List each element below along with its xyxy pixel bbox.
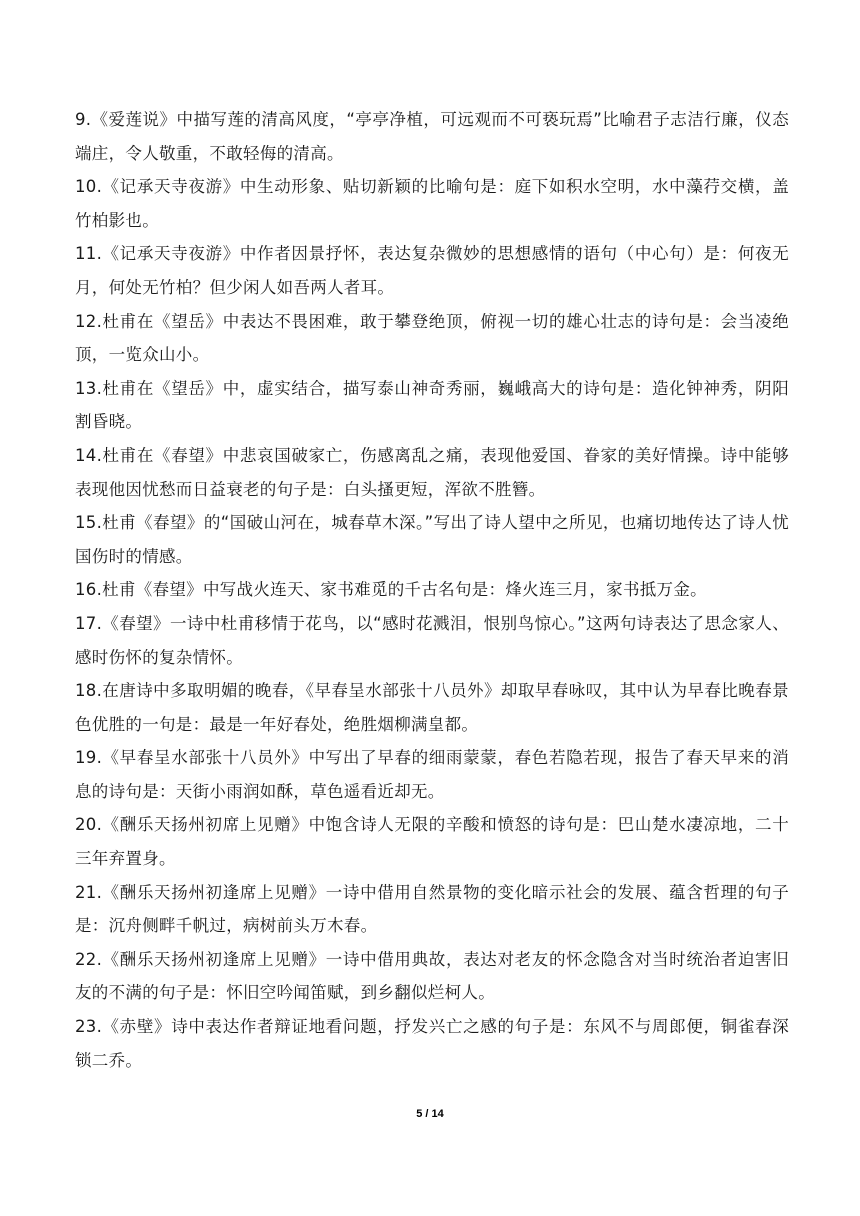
list-item: 12.杜甫在《望岳》中表达不畏困难，敢于攀登绝顶，俯视一切的雄心壮志的诗句是：会当凌绝顶，一览众山小。: [75, 311, 789, 365]
list-item: 19.《早春呈水部张十八员外》中写出了早春的细雨蒙蒙，春色若隐若现，报告了春天早来的消息的诗句是：天街小雨润如酥，草色遥看近却无。: [75, 748, 789, 801]
list-item: 16.杜甫《春望》中写战火连天、家书难觅的千古名句是：烽火连三月，家书抵万金。: [75, 580, 707, 600]
list-item: 15.杜甫《春望》的“国破山河在，城春草木深。”写出了诗人望中之所见，也痛切地传达了诗人忧国伤时的情感。: [75, 513, 789, 566]
list-item: 23.《赤壁》诗中表达作者辩证地看问题，抒发兴亡之感的句子是：东风不与周郎便，铜雀春深锁二乔。: [75, 1017, 789, 1070]
list-item: 10.《记承天寺夜游》中生动形象、贴切新颖的比喻句是：庭下如积水空明，水中藻荇交横，盖竹柏影也。: [75, 177, 789, 230]
list-item: 21.《酬乐天扬州初逢席上见赠》一诗中借用自然景物的变化暗示社会的发展、蕴含哲理的句子是：沉舟侧畔千帆过，病树前头万木春。: [75, 882, 789, 936]
list-item: 11.《记承天寺夜游》中作者因景抒怀，表达复杂微妙的思想感情的语句（中心句）是：何夜无月，何处无竹柏？但少闲人如吾两人者耳。: [75, 244, 789, 297]
list-item: 17.《春望》一诗中杜甫移情于花鸟，以“感时花溅泪，恨别鸟惊心。”这两句诗表达了思念家人、感时伤怀的复杂情怀。: [75, 613, 789, 667]
list-item: 20.《酬乐天扬州初席上见赠》中饱含诗人无限的辛酸和愤怒的诗句是：巴山楚水凄凉地，二十三年弃置身。: [75, 815, 789, 869]
list-item: 14.杜甫在《春望》中悲哀国破家亡，伤感离乱之痛，表现他爱国、眷家的美好情操。诗中能够表现他因忧愁而日益衰老的句子是：白头搔更短，浑欲不胜簪。: [75, 445, 789, 499]
document-body: [75, 103, 789, 1077]
list-item: 22.《酬乐天扬州初逢席上见赠》一诗中借用典故，表达对老友的怀念隐含对当时统治者迫害旧友的不满的句子是：怀旧空吟闻笛赋，到乡翻似烂柯人。: [75, 949, 789, 1003]
list-item: 13.杜甫在《望岳》中，虚实结合，描写泰山神奇秀丽，巍峨高大的诗句是：造化钟神秀，阴阳割昏晓。: [75, 378, 789, 432]
list-item: 9.《爱莲说》中描写莲的清高风度，“亭亭净植，可远观而不可亵玩焉”比喻君子志洁行廉，仪态端庄，令人敬重，不敢轻侮的清高。: [75, 110, 789, 163]
page-number: 5 / 14: [416, 1108, 444, 1120]
list-item: 18.在唐诗中多取明媚的晚春，《早春呈水部张十八员外》却取早春咏叹，其中认为早春比晚春景色优胜的一句是：最是一年好春处，绝胜烟柳满皇都。: [75, 681, 789, 734]
